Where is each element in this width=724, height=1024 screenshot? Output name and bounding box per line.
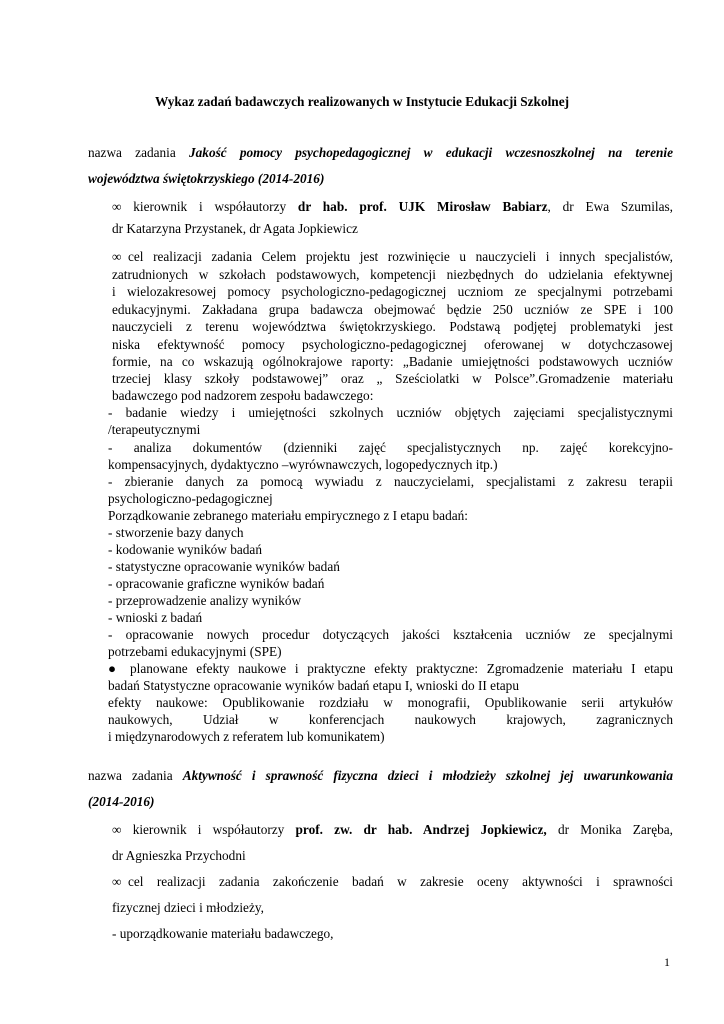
infinity-bullet-icon: ∞: [112, 822, 122, 837]
task1-list-line: - analiza dokumentów (dzienniki zajęć specjalistycznych np. zajęć korekcyjno-: [108, 440, 673, 455]
task1-list-line: /terapeutycznymi: [108, 422, 201, 437]
task1-goal-line: i wielozakresowej pomocy psychologiczno-pedagogicznej uczniom ze specjalnymi potrzebami: [112, 284, 673, 299]
task1-head-rest: , dr Ewa Szumilas,: [547, 199, 673, 214]
task1-list-line: - wnioski z badań: [108, 610, 203, 625]
task2-goal-line3: - uporządkowanie materiału badawczego,: [112, 926, 334, 941]
page-number: 1: [664, 955, 670, 969]
task1-list-line: - badanie wiedzy i umiejętności szkolnych uczniów objętych zajęciami specjalistycznymi: [108, 405, 673, 420]
task1-goal-line: trzeciej klasy szkoły podstawowej” oraz „ Sześciolatki w Polsce”.Gromadzenie materiału: [112, 371, 673, 386]
task1-list-line: - statystyczne opracowanie wyników badań: [108, 559, 340, 574]
task1-list-line: - opracowanie nowych procedur dotyczących jakości kształcenia uczniów ze specjalnymi: [108, 627, 673, 642]
task1-list-line: - zbieranie danych za pomocą wywiadu z nauczycielami, specjalistami z zakresu terapii: [108, 474, 673, 489]
infinity-bullet-icon: ∞: [112, 249, 122, 264]
task1-list-line: - kodowanie wyników badań: [108, 542, 262, 557]
task2-head-line: [112, 822, 673, 838]
task2-head-name: prof. zw. dr hab. Andrzej Jopkiewicz,: [295, 822, 547, 837]
task2-name-line1: [88, 768, 673, 784]
task1-goal-bullet: [112, 249, 121, 265]
task1-goal-line: zatrudnionych w szkołach podstawowych, kompetencji niezbędnych do udzielania efektywnej: [112, 267, 673, 282]
task1-list-line: - stworzenie bazy danych: [108, 525, 244, 540]
task1-list-line: - przeprowadzenie analizy wyników: [108, 593, 302, 608]
task1-list-line: ● planowane efekty naukowe i praktyczne efekty praktyczne: Zgromadzenie materiału I etapu: [108, 661, 673, 676]
task1-goal-line: edukacyjnymi. Zakładana grupa badawcza obejmować będzie 250 uczniów ze SPE i 100: [112, 302, 673, 317]
task1-goal-line: cel realizacji zadania Celem projektu jest rozwinięcie u nauczycieli i innych specjalistów,: [128, 249, 673, 264]
task1-head-name: dr hab. prof. UJK Mirosław Babiarz: [297, 199, 548, 214]
task1-head-prefix: kierownik i współautorzy: [133, 199, 287, 214]
task2-head-prefix: kierownik i współautorzy: [132, 822, 285, 837]
infinity-bullet-icon: ∞: [112, 199, 122, 214]
task1-label: nazwa zadania: [88, 145, 176, 160]
task1-list-line: efekty naukowe: Opublikowanie rozdziału w monografii, Opublikowanie serii artykułów: [108, 695, 673, 710]
task1-list-line: - opracowanie graficzne wyników badań: [108, 576, 325, 591]
task1-goal-line: badawczego pod nadzorem zespołu badawczego:: [112, 388, 374, 403]
task1-name-part1: Jakość pomocy psychopedagogicznej w edukacji wczesnoszkolnej na terenie: [189, 145, 673, 160]
task1-list-line: potrzebami edukacyjnymi (SPE): [108, 644, 282, 659]
task1-list-line: Porządkowanie zebranego materiału empirycznego z I etapu badań:: [108, 508, 468, 523]
task1-goal-line: formie, na co wskazują ogólnokrajowe raporty: „Badanie umiejętności podstawowych uczniów: [112, 354, 673, 369]
task2-goal-bullet: [112, 874, 121, 890]
task2-label: nazwa zadania: [88, 768, 173, 783]
task2-name-part1: Aktywność i sprawność fizyczna dzieci i młodzieży szkolnej jej uwarunkowania: [182, 768, 673, 783]
task1-goal-line: nauczycieli z terenu województwa świętokrzyskiego. Podstawą podjętej problematyki jest: [112, 319, 673, 334]
task2-coauthors-line2: dr Agnieszka Przychodni: [112, 848, 246, 863]
task2-name-line2: (2014-2016): [88, 794, 155, 809]
task2-goal-line1: cel realizacji zadania zakończenie badań w zakresie oceny aktywności i sprawności: [128, 874, 673, 889]
document-title: Wykaz zadań badawczych realizowanych w Instytucie Edukacji Szkolnej: [154, 94, 570, 109]
task1-name-line1: [88, 145, 673, 161]
task1-list-line: badań Statystyczne opracowanie wyników badań etapu I, wnioski do II etapu: [108, 678, 519, 693]
task1-list-line: kompensacyjnych, dydaktyczno –wyrównawczych, logopedycznych itp.): [108, 457, 498, 472]
task1-goal-line: niska efektywność pomocy psychologiczno-pedagogicznej oferowanej w dotychczasowej: [112, 337, 673, 352]
task1-list-line: naukowych, Udział w konferencjach naukowych krajowych, zagranicznych: [108, 712, 673, 727]
task1-list-line: i międzynarodowych z referatem lub komunikatem): [108, 729, 385, 744]
task1-coauthors-line2: dr Katarzyna Przystanek, dr Agata Jopkiewicz: [112, 221, 358, 236]
task1-name-line2: województwa świętokrzyskiego (2014-2016): [88, 171, 325, 186]
task1-head-line: [112, 199, 673, 215]
task1-list-line: psychologiczno-pedagogicznej: [108, 491, 273, 506]
task2-goal-line2: fizycznej dzieci i młodzieży,: [112, 900, 264, 915]
task2-head-rest: dr Monika Zaręba,: [546, 822, 674, 837]
infinity-bullet-icon: ∞: [112, 874, 122, 889]
